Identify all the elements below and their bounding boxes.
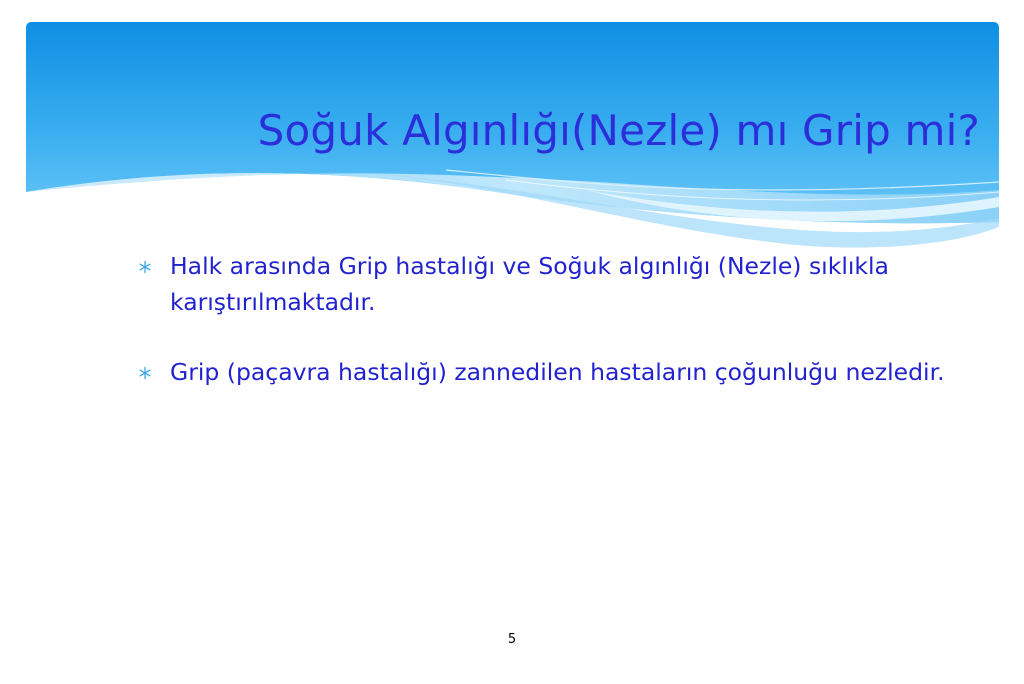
bullet-list	[138, 248, 968, 424]
page-number: 5	[507, 632, 517, 647]
asterisk-icon	[138, 260, 152, 274]
bullet-text: Grip (paçavra hastalığı) zannedilen hastaların çoğunluğu nezledir.	[170, 358, 945, 386]
slide-title: Soğuk Algınlığı(Nezle) mı Grip mi?	[257, 106, 980, 155]
asterisk-icon	[138, 366, 152, 380]
bullet-text: Halk arasında Grip hastalığı ve Soğuk algınlığı (Nezle) sıklıkla karıştırılmaktadır.	[170, 252, 889, 316]
bullet-item	[138, 248, 968, 320]
bullet-item	[138, 354, 968, 390]
